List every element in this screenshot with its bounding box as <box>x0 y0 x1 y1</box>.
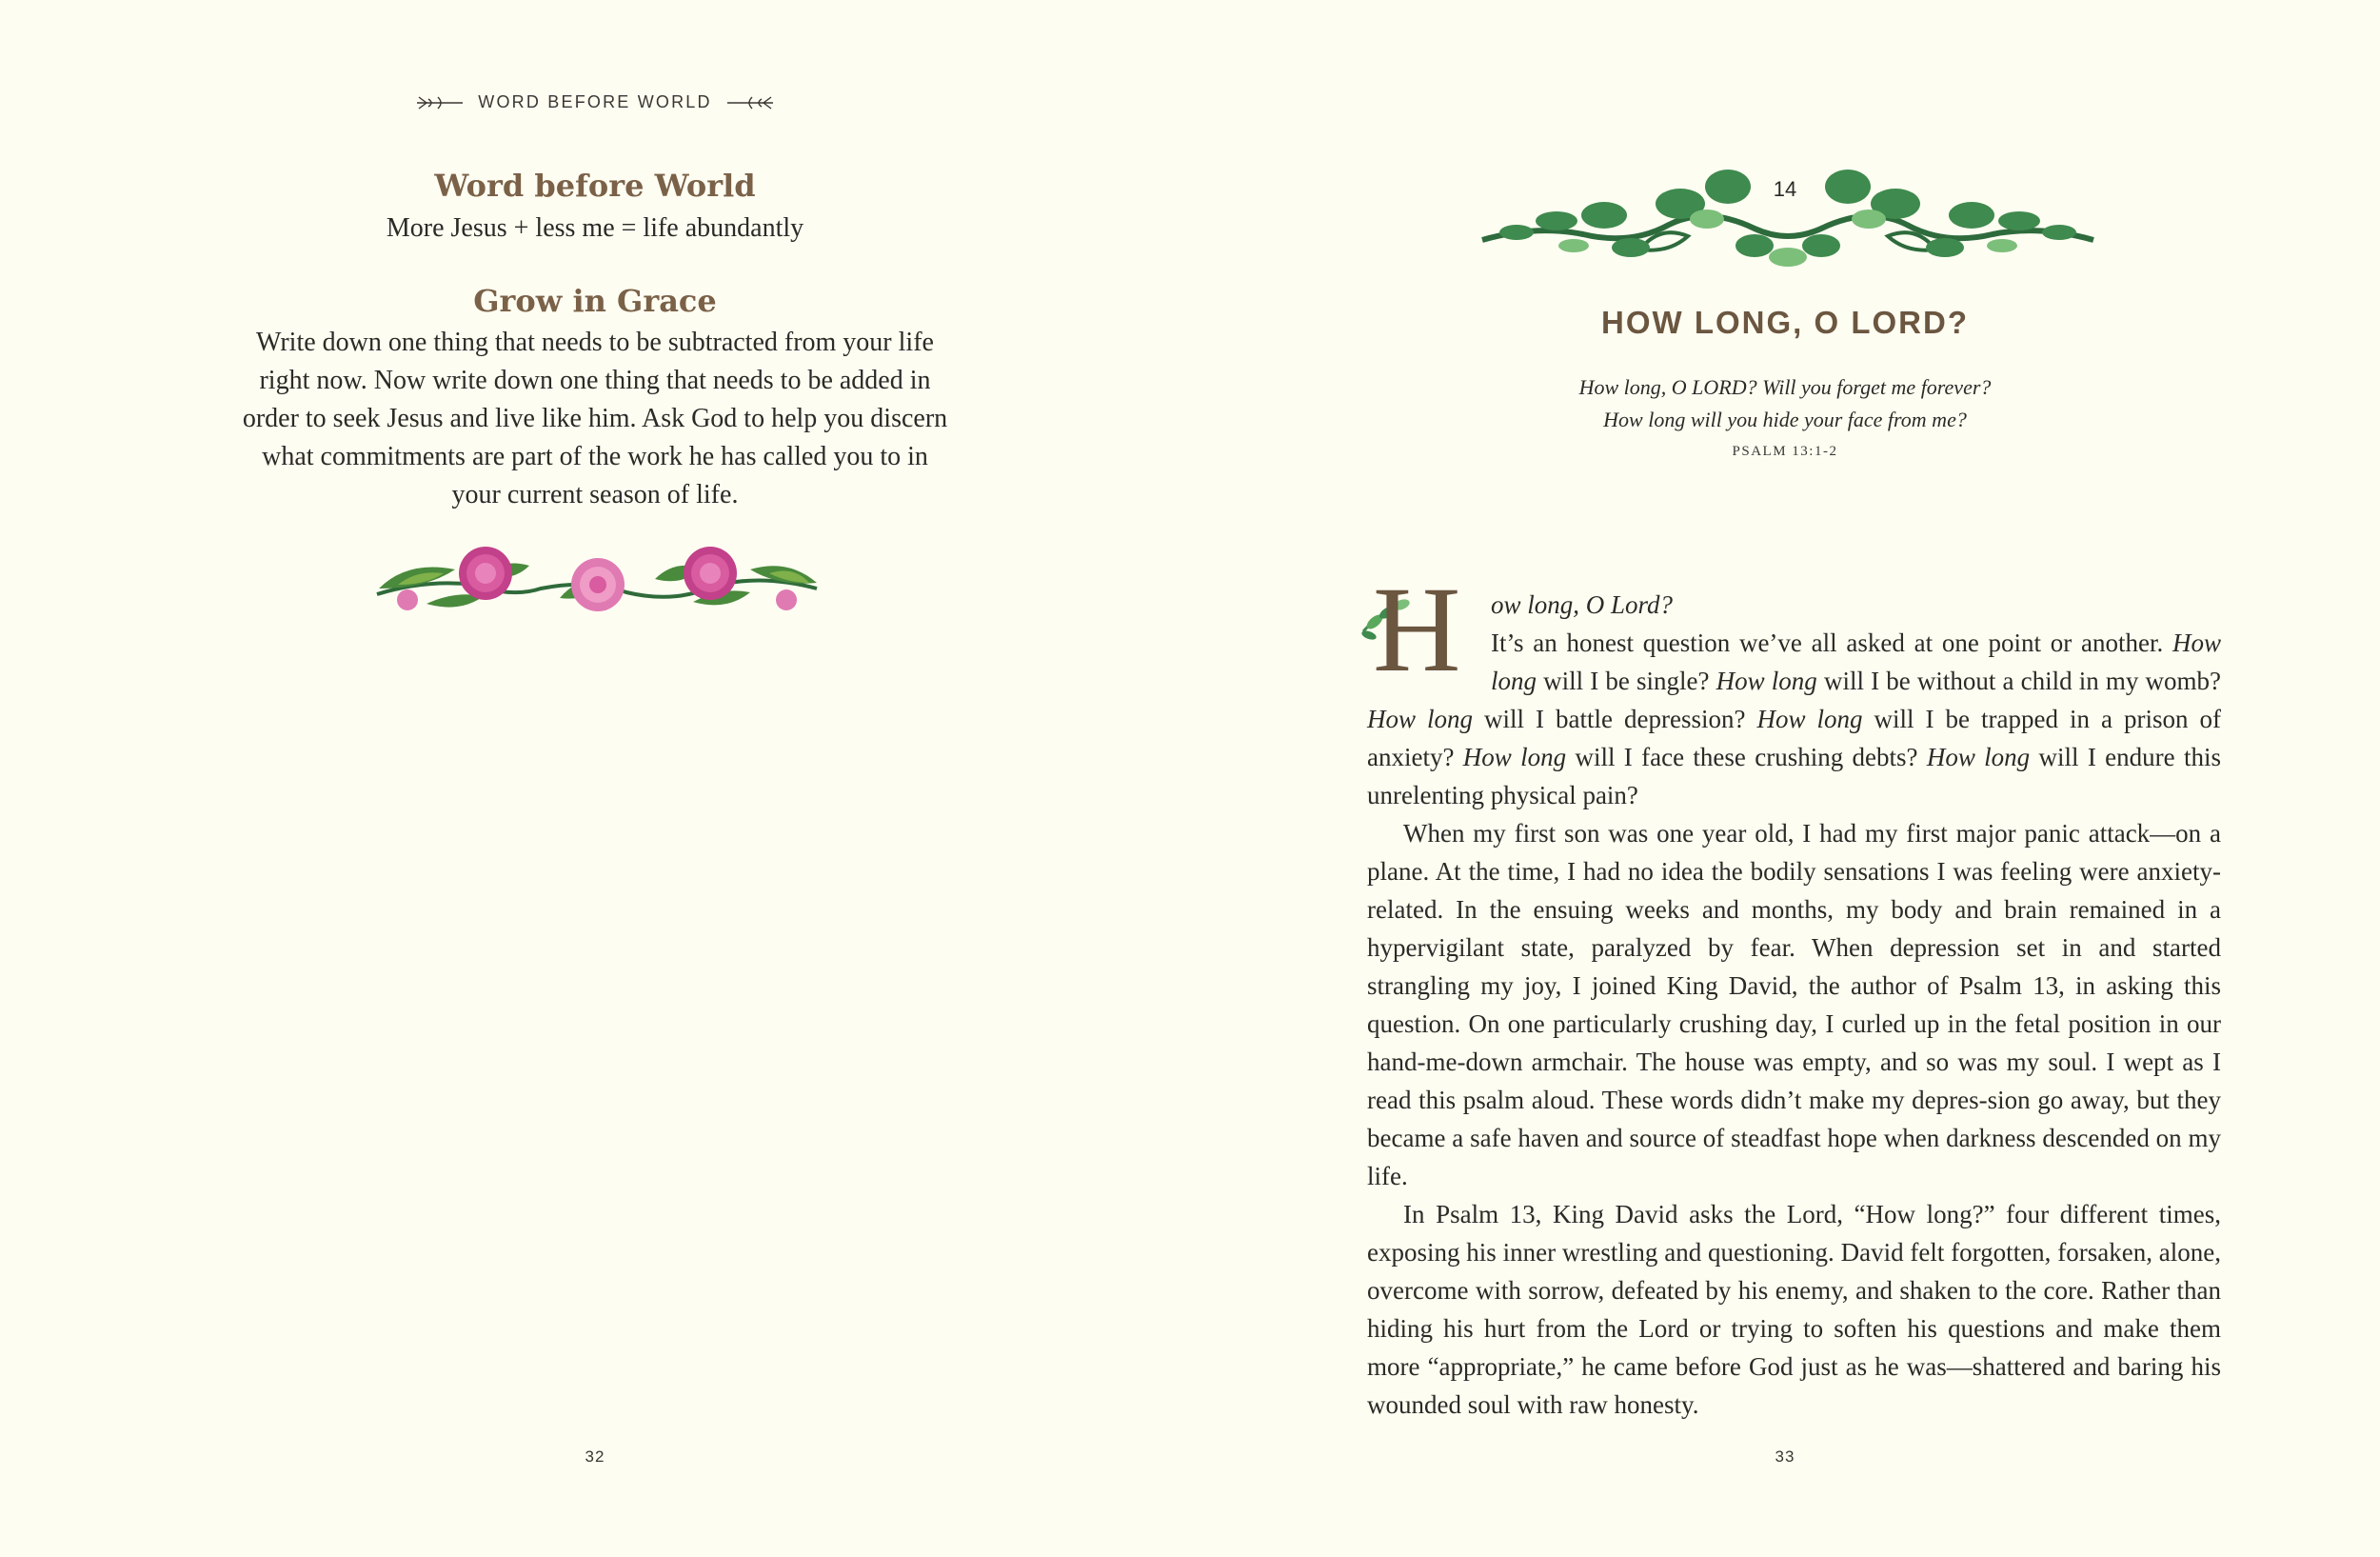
epigraph-line-2: How long will you hide your face from me? <box>1603 408 1967 431</box>
dropcap <box>1367 562 1481 697</box>
flourish-left-icon <box>415 93 465 112</box>
epigraph <box>1190 371 2380 436</box>
epigraph-citation: PSALM 13:1-2 <box>1732 444 1838 459</box>
peony-border-icon <box>369 541 826 622</box>
reflection-prompt: Write down one thing that needs to be subtracted from your life right now. Now write down one thing that needs to be added in order to seek Jesus and live like him. Ask God to help you discern what commitments are part of the work he has called you to in your current season of life. <box>242 328 948 509</box>
para1-emphasis: How long <box>1462 743 1567 771</box>
para1-text: will I battle depression? <box>1473 705 1757 733</box>
running-header <box>0 92 1190 112</box>
para1-text: will I be single? <box>1537 667 1716 695</box>
paragraph-2: When my first son was one year old, I had my first major panic attack—on a plane. At the time, I had no idea the bodily sensations I was feeling were anxiety-related. In the ensuing weeks and months, my body and brain remained in a hypervigilant state, paralyzed by fear. When depression set in and started strangling my joy, I joined King David, the author of Psalm 13, in asking this question. On one particularly crushing day, I curled up in the fetal position in our hand-me-down armchair. The house was empty, and so was my soul. I wept as I read this psalm aloud. These words didn’t make my depres-sion go away, but they became a safe haven and source of steadfast hope when darkness descended on my life. <box>1367 819 2221 1190</box>
para1-emphasis: How long <box>1756 705 1863 733</box>
opening-line <box>1367 586 2221 624</box>
section-title-grow-in-grace: Grow in Grace <box>473 283 717 319</box>
para1-emphasis: How long <box>1926 743 2031 771</box>
section-title-word-before-world: Word before World <box>434 168 756 204</box>
opening-question: ow long, O Lord? <box>1491 590 1674 619</box>
page-number-right: 33 <box>1775 1447 1795 1466</box>
para1-text: It’s an honest question we’ve all asked at one point or another. <box>1491 629 2172 657</box>
chapter-title: HOW LONG, O LORD? <box>1601 305 1969 340</box>
para1-text: will I be trapped in a prison of anxiety? <box>1367 705 2222 771</box>
para1-emphasis: How long <box>1716 667 1817 695</box>
chapter-number: 14 <box>1773 177 1797 201</box>
page-number-left: 32 <box>585 1447 605 1466</box>
para1-emphasis: How long <box>1367 705 1474 733</box>
epigraph-line-1: How long, O LORD? Will you forget me forever? <box>1578 375 1992 399</box>
para1-text: will I face these crushing debts? <box>1566 743 1927 771</box>
right-page <box>1190 0 2380 1557</box>
para1-text: will I be without a child in my womb? <box>1816 667 2221 695</box>
dropcap-letter: H <box>1373 562 1461 697</box>
para1-emphasis: How long <box>1491 629 2221 695</box>
paragraph-3: In Psalm 13, King David asks the Lord, “How long?” four different times, exposing his inner wrestling and questioning. David felt forgotten, forsaken, alone, overcome with sorrow, defeated by his enemy, and shaken to the core. Rather than hiding his hurt from the Lord or trying to soften his questions and make them more “appropriate,” he came before God just as he was—shattered and baring his wounded soul with raw honesty. <box>1367 1200 2221 1419</box>
body-text <box>1367 562 2222 1424</box>
para1-text: will I endure this unrelenting physical pain? <box>1367 743 2221 809</box>
running-header-text: WORD BEFORE WORLD <box>478 92 712 111</box>
paragraph-1 <box>1367 624 2221 814</box>
tagline: More Jesus + less me = life abundantly <box>386 213 804 243</box>
flourish-right-icon <box>725 93 775 112</box>
